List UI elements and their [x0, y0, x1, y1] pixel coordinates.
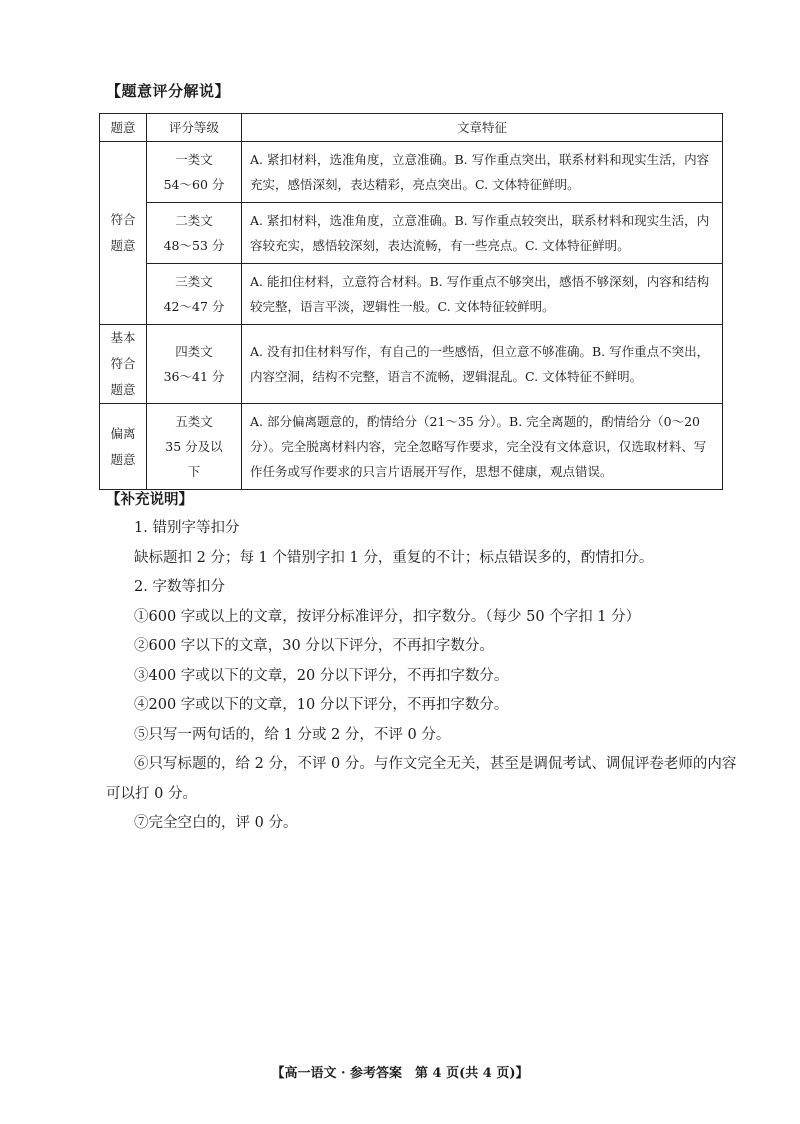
- header-grade: 评分等级: [147, 114, 242, 142]
- supplement-heading: 1. 错别字等扣分: [134, 520, 240, 536]
- grade-label: 二类文 48～53 分: [163, 213, 225, 253]
- feature-cell: A. 部分偏离题意的，酌情给分（21～35 分）。B. 完全离题的，酌情给分（0～20 分）。完全脱离材料内容，完全忽略写作要求，完全没有文体意识，仅选取材料、写作任务或写作要求的只言片语展开写作，思想不健康，观点错误。: [242, 404, 723, 490]
- grade-cell: [147, 203, 242, 264]
- supplement-line: ④200 字或以下的文章，10 分以下评分，不再扣字数分。: [134, 697, 509, 713]
- supplement-line: ②600 字以下的文章，30 分以下评分，不再扣字数分。: [134, 638, 494, 654]
- grade-label: 三类文 42～47 分: [163, 274, 225, 314]
- header-feature: 文章特征: [242, 114, 723, 142]
- supplement-line: ①600 字或以上的文章，按评分标准评分，扣字数分。（每少 50 个字扣 1 分）: [134, 608, 641, 625]
- section-title-grading: 【题意评分解说】: [106, 82, 231, 100]
- table-row: [100, 264, 723, 325]
- supplement-line: ⑦完全空白的，评 0 分。: [134, 815, 298, 831]
- feature-cell: A. 紧扣材料，选准角度，立意准确。B. 写作重点突出，联系材料和现实生活，内容充实，感悟深刻，表达精彩，亮点突出。C. 文体特征鲜明。: [242, 142, 723, 203]
- supplement-heading: 2. 字数等扣分: [134, 579, 225, 595]
- grade-label: 一类文 54～60 分: [163, 152, 225, 192]
- topic-cell: [100, 142, 147, 325]
- section-title-supplement: 【补充说明】: [106, 491, 193, 508]
- table-row: [100, 404, 723, 490]
- supplement-line: ⑤只写一两句话的，给 1 分或 2 分，不评 0 分。: [134, 726, 451, 743]
- grade-cell: [147, 325, 242, 404]
- grade-label: 四类文 36～41 分: [163, 344, 225, 384]
- supplement-section: [106, 488, 746, 839]
- topic-label: 基本符合题意: [110, 330, 136, 397]
- table-row: [100, 142, 723, 203]
- feature-cell: A. 紧扣材料，选准角度，立意准确。B. 写作重点较突出，联系材料和现实生活，内容较充实，感悟较深刻，表达流畅，有一些亮点。C. 文体特征鲜明。: [242, 203, 723, 264]
- topic-label: 符合题意: [110, 212, 136, 253]
- page-footer: 【高一语文 · 参考答案 第 4 页(共 4 页)】: [271, 1066, 529, 1081]
- supplement-line: ③400 字或以下的文章，20 分以下评分，不再扣字数分。: [134, 667, 509, 684]
- grade-cell: [147, 264, 242, 325]
- feature-cell: A. 没有扣住材料写作，有自己的一些感悟，但立意不够准确。B. 写作重点不突出，内容空洞，结构不完整，语言不流畅，逻辑混乱。C. 文体特征不鲜明。: [242, 325, 723, 404]
- feature-cell: A. 能扣住材料，立意符合材料。B. 写作重点不够突出，感悟不够深刻，内容和结构较完整，语言平淡，逻辑性一般。C. 文体特征较鲜明。: [242, 264, 723, 325]
- table-row: [100, 325, 723, 404]
- grade-cell: [147, 142, 242, 203]
- table-header-row: [100, 114, 723, 142]
- grade-cell: [147, 404, 242, 490]
- supplement-line: ⑥只写标题的，给 2 分，不评 0 分。与作文完全无关，甚至是调侃考试、调侃评卷老师的内容可以打 0 分。: [106, 756, 737, 802]
- header-topic: 题意: [100, 114, 147, 142]
- supplement-line: 缺标题扣 2 分；每 1 个错别字扣 1 分，重复的不计；标点错误多的，酌情扣分。: [134, 549, 654, 566]
- topic-cell: [100, 325, 147, 404]
- topic-label: 偏离题意: [110, 425, 136, 467]
- table-row: [100, 203, 723, 264]
- topic-cell: [100, 404, 147, 490]
- grading-table: [99, 113, 723, 490]
- grade-label: 五类文 35 分及以下: [165, 414, 223, 479]
